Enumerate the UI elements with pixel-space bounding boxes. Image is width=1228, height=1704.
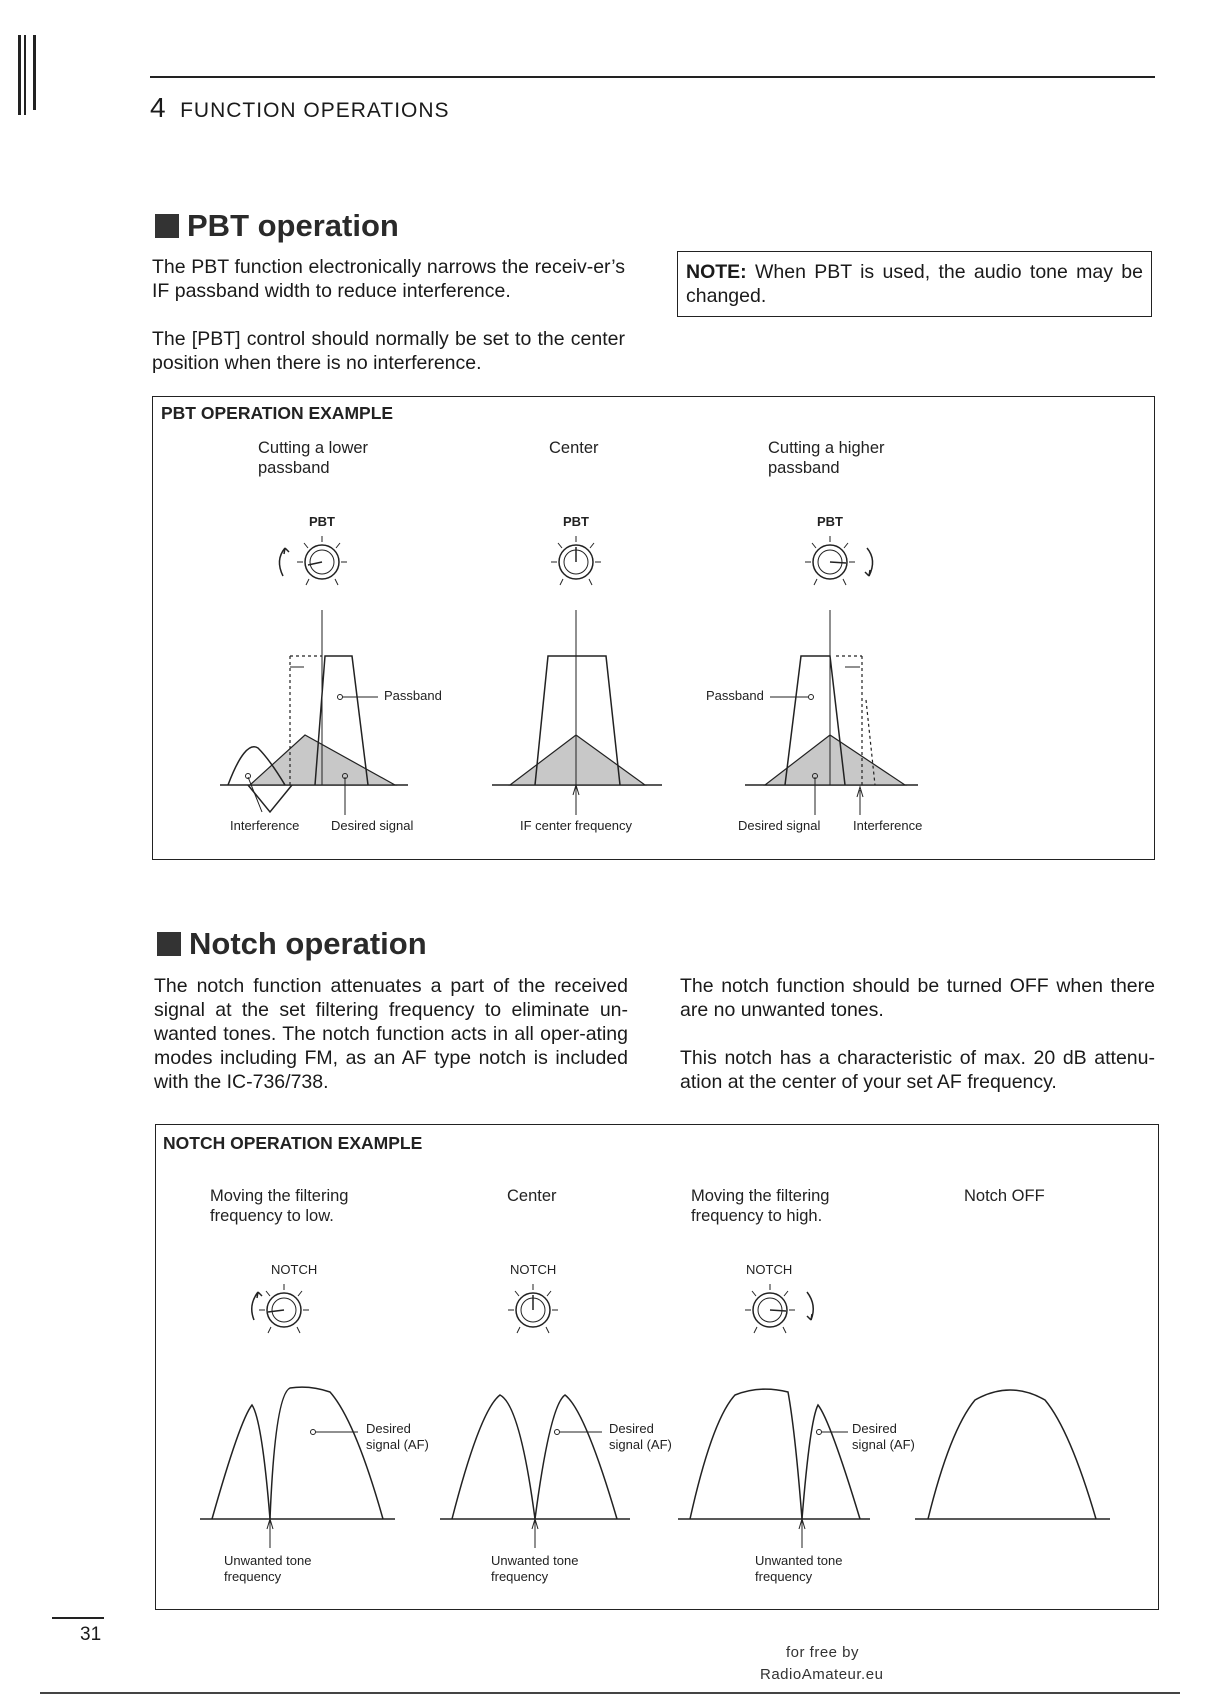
notch-para-1: The notch function attenuates a part of the received signal at the set filtering frequency to eliminate un-wanted tones. The notch function acts in all oper-ating modes including FM, as an AF type notch is included with the IC-736/738.	[154, 975, 628, 1093]
note-label: NOTE:	[686, 261, 747, 283]
chapter-number: 4	[150, 92, 167, 123]
notch-desired-label-2: Desired signal (AF)	[609, 1421, 672, 1452]
pbt-interference-label-right: Interference	[853, 818, 923, 833]
note-text: When PBT is used, the audio tone may be changed.	[686, 261, 1143, 307]
notch-caption-high: Moving the filtering frequency to high.	[691, 1187, 830, 1225]
notch-graph-center	[440, 1395, 630, 1548]
notch-graph-off	[915, 1390, 1110, 1519]
notch-desired-label-3: Desired signal (AF)	[852, 1421, 915, 1452]
notch-para-2: The notch function should be turned OFF when there are no unwanted tones.	[680, 975, 1155, 1021]
notch-example-title: NOTCH OPERATION EXAMPLE	[163, 1133, 423, 1153]
pbt-caption-lower: Cutting a lower passband	[258, 439, 369, 477]
footer-line-1: for free by	[786, 1644, 860, 1661]
notch-graph-low	[200, 1387, 395, 1548]
pbt-if-center-label: IF center frequency	[520, 818, 632, 833]
pbt-passband-label-left: Passband	[384, 688, 442, 703]
pbt-caption-center: Center	[549, 439, 599, 457]
pbt-example-title: PBT OPERATION EXAMPLE	[161, 403, 394, 423]
notch-knob-label-2: NOTCH	[510, 1262, 557, 1277]
page-number-rule	[52, 1617, 104, 1619]
notch-para-3: This notch has a characteristic of max. 20 dB attenu-ation at the center of your set AF frequency.	[680, 1047, 1155, 1093]
notch-graph-high	[678, 1389, 870, 1548]
pbt-para-1: The PBT function electronically narrows the receiv-er’s IF passband width to reduce interference.	[152, 256, 625, 302]
notch-knob-label-3: NOTCH	[746, 1262, 793, 1277]
notch-desired-label-1: Desired signal (AF)	[366, 1421, 429, 1452]
notch-knob-center-icon	[508, 1284, 558, 1333]
notch-unwanted-label-1: Unwanted tone frequency	[224, 1553, 312, 1584]
pbt-desired-label-left: Desired signal	[331, 818, 414, 833]
pbt-para-2: The [PBT] control should normally be set to the center position when there is no interference.	[152, 328, 625, 374]
pbt-passband-label-right: Passband	[706, 688, 764, 703]
notch-knob-high-icon	[745, 1284, 813, 1333]
notch-unwanted-label-2: Unwanted tone frequency	[491, 1553, 579, 1584]
pbt-knob-label-1: PBT	[309, 514, 335, 529]
pbt-knob-label-2: PBT	[563, 514, 589, 529]
notch-knob-low-icon	[252, 1284, 309, 1333]
notch-caption-off: Notch OFF	[964, 1187, 1045, 1205]
notch-caption-center: Center	[507, 1187, 557, 1205]
notch-knob-label-1: NOTCH	[271, 1262, 318, 1277]
pbt-caption-higher: Cutting a higher passband	[768, 439, 885, 477]
pbt-desired-label-right: Desired signal	[738, 818, 821, 833]
page-number: 31	[80, 1624, 102, 1645]
notch-unwanted-label-3: Unwanted tone frequency	[755, 1553, 843, 1584]
pbt-interference-label-left: Interference	[230, 818, 300, 833]
footer-line-2: RadioAmateur.eu	[760, 1666, 884, 1683]
notch-title-text: Notch operation	[189, 926, 427, 961]
pbt-knob-label-3: PBT	[817, 514, 843, 529]
chapter-title: FUNCTION OPERATIONS	[180, 99, 450, 122]
footer-rule	[40, 1692, 1180, 1694]
notch-caption-low: Moving the filtering frequency to low.	[210, 1187, 349, 1225]
pbt-title-text: PBT operation	[187, 208, 399, 243]
